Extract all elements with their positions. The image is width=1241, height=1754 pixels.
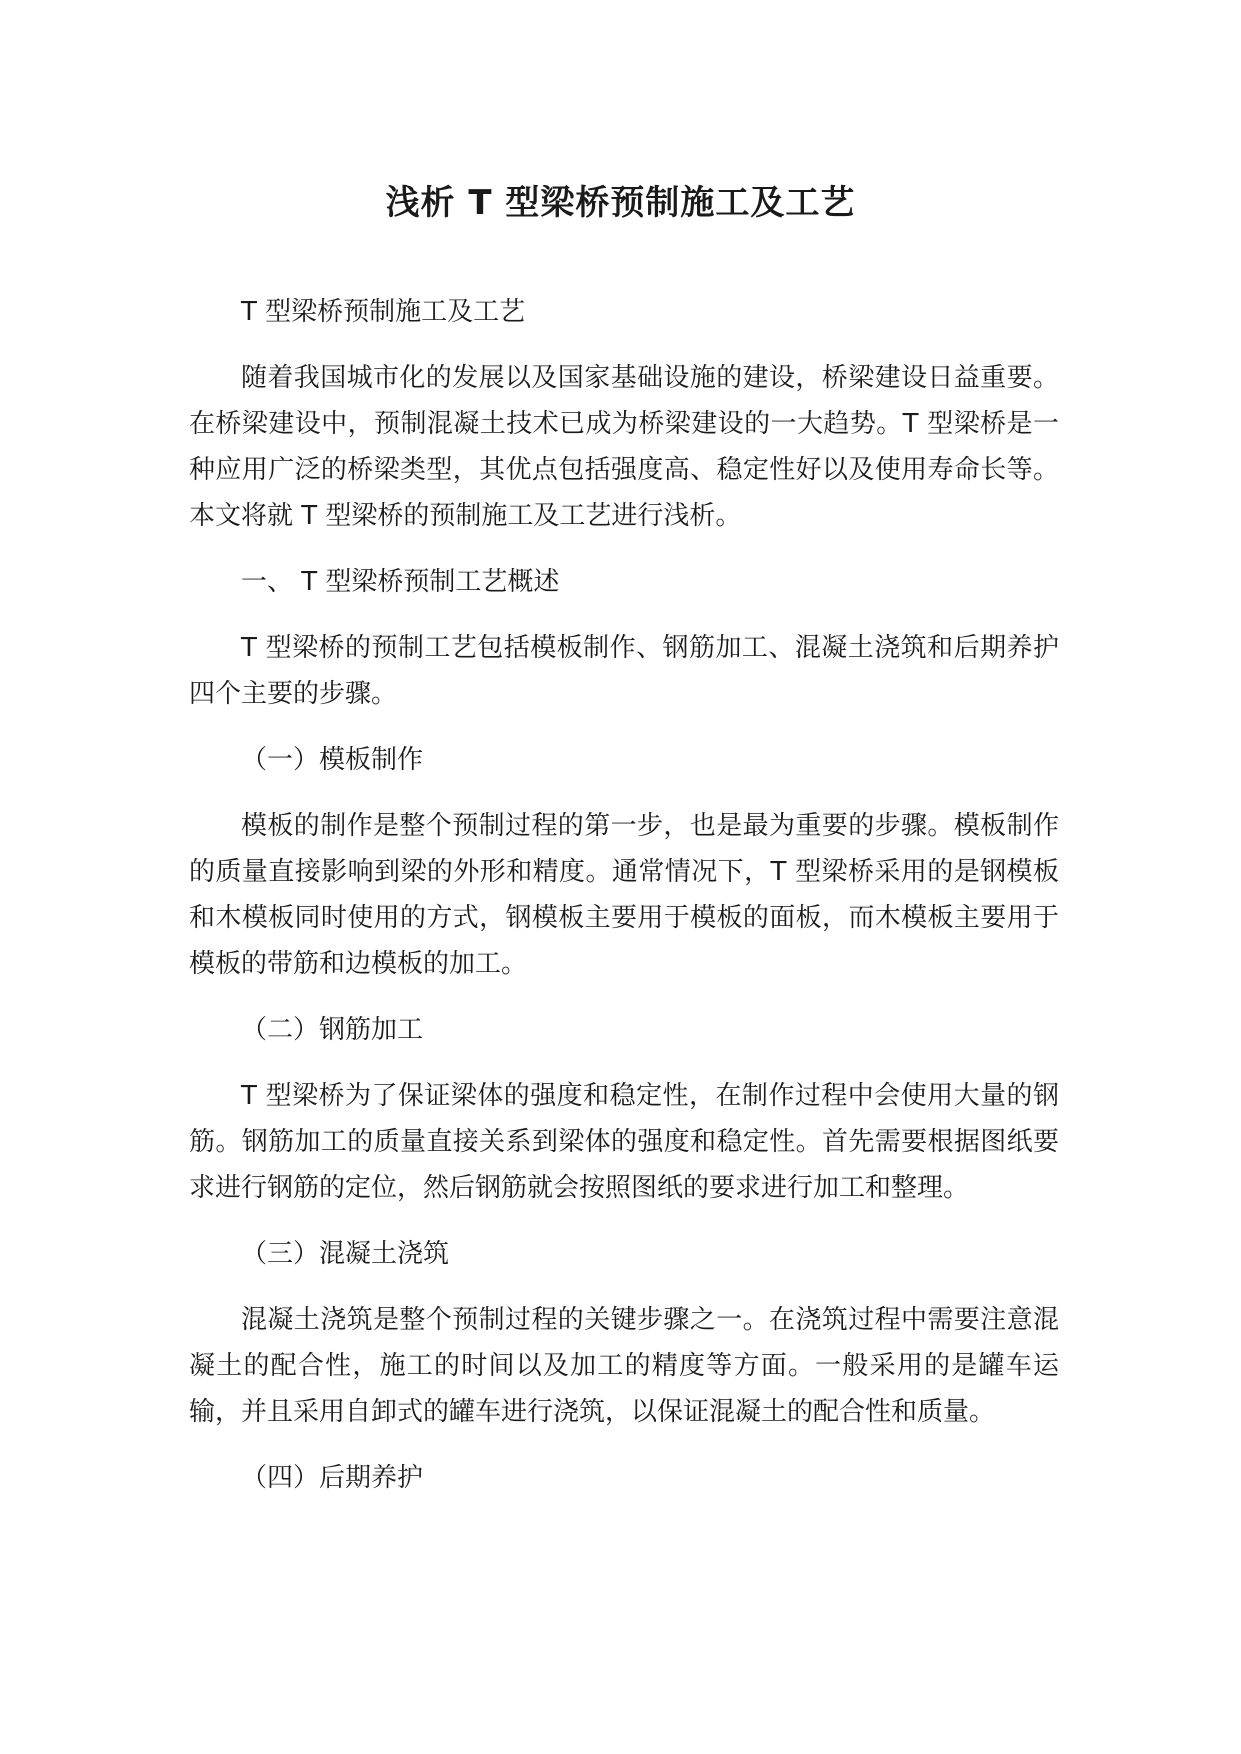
subsection-heading-formwork: （一）模板制作 xyxy=(241,745,424,775)
subsection-heading-rebar: （二）钢筋加工 xyxy=(241,1015,424,1045)
overview-paragraph: T 型梁桥的预制工艺包括模板制作、钢筋加工、混凝土浇筑和后期养护四个主要的步骤。 xyxy=(189,633,1059,709)
document-title: 浅析 T 型梁桥预制施工及工艺 xyxy=(385,183,856,223)
intro-paragraph: 随着我国城市化的发展以及国家基础设施的建设，桥梁建设日益重要。在桥梁建设中，预制混凝土技术已成为桥梁建设的一大趋势。T 型梁桥是一种应用广泛的桥梁类型，其优点包括强度高、稳定性好以及使用寿命长等。本文将就 T 型梁桥的预制施工及工艺进行浅析。 xyxy=(189,363,1059,531)
document-body xyxy=(189,289,1059,1521)
subtitle-heading: T 型梁桥预制施工及工艺 xyxy=(241,297,526,327)
formwork-paragraph: 模板的制作是整个预制过程的第一步，也是最为重要的步骤。模板制作的质量直接影响到梁的外形和精度。通常情况下，T 型梁桥采用的是钢模板和木模板同时使用的方式，钢模板主要用于模板的面板，而木模板主要用于模板的带筋和边模板的加工。 xyxy=(189,811,1059,979)
concrete-paragraph: 混凝土浇筑是整个预制过程的关键步骤之一。在浇筑过程中需要注意混凝土的配合性，施工的时间以及加工的精度等方面。一般采用的是罐车运输，并且采用自卸式的罐车进行浇筑，以保证混凝土的配合性和质量。 xyxy=(189,1305,1059,1427)
subsection-heading-concrete: （三）混凝土浇筑 xyxy=(241,1239,450,1269)
rebar-paragraph: T 型梁桥为了保证梁体的强度和稳定性，在制作过程中会使用大量的钢筋。钢筋加工的质量直接关系到梁体的强度和稳定性。首先需要根据图纸要求进行钢筋的定位，然后钢筋就会按照图纸的要求进行加工和整理。 xyxy=(189,1081,1059,1203)
subsection-heading-curing: （四）后期养护 xyxy=(241,1463,424,1493)
section-heading-overview: 一、 T 型梁桥预制工艺概述 xyxy=(241,567,560,597)
